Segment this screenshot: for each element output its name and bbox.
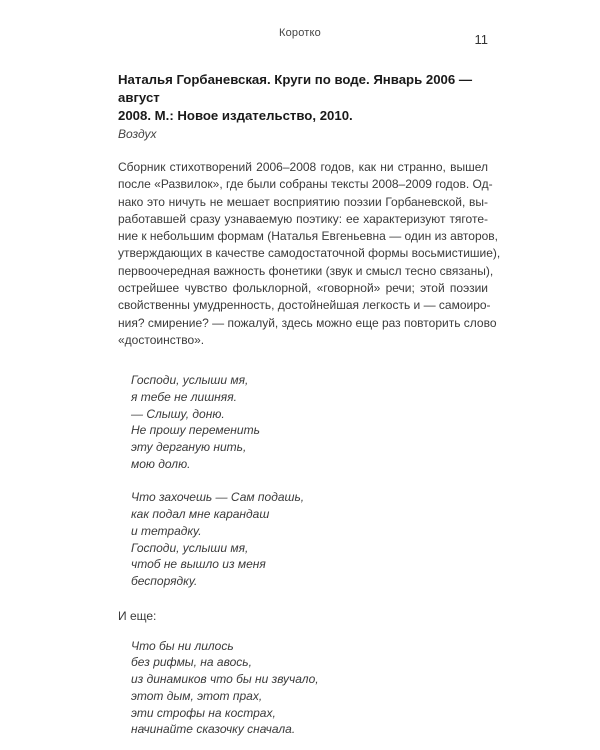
poem-stanza [118, 372, 488, 472]
review-title-line: Наталья Горбаневская. Круги по воде. Январь 2006 — август [118, 72, 473, 105]
reviewer-section-label: Воздух [118, 127, 157, 141]
paragraph-line: свойственны умудренность, достойнейшая легкость и — самоиро- [118, 298, 491, 313]
article [118, 71, 501, 738]
running-head: Коротко [278, 27, 321, 39]
poem-line: как подал мне карандаш [131, 507, 270, 522]
paragraph-line: нако это ничуть не мешает восприятию поэзии Горбаневской, вы- [118, 194, 488, 209]
poem-line: Что бы ни лилось [131, 638, 234, 653]
poem-line: Господи, услыши мя, [131, 373, 249, 388]
poem-line: эти строфы на кострах, [131, 705, 276, 720]
poem-line: начинайте сказочку сначала. [131, 722, 296, 737]
poem-line: Не прошу переменить [131, 423, 260, 438]
paragraph-line: первоочередная важность фонетики (звук и смысл тесно связаны), [118, 263, 494, 278]
paragraph-line: работавшей сразу узнаваемую поэтику: ее характеризуют тяготе- [118, 211, 488, 226]
paragraph-line: утверждающих в качестве самодостаточной формы восьмистишие), [118, 246, 501, 261]
paragraph-line: Сборник стихотворений 2006–2008 годов, как ни странно, вышел [118, 160, 488, 174]
poem-line: беспорядку. [131, 574, 198, 588]
poem-stanza [118, 638, 488, 738]
poem-stanza [118, 489, 488, 589]
poem-line: и тетрадку. [131, 523, 202, 538]
poem-line: эту дерганую нить, [131, 440, 247, 455]
poem-line: без рифмы, на авось, [131, 655, 252, 670]
poem-line: — Слышу, доню. [131, 406, 225, 421]
poem-line: из динамиков что бы ни звучало, [131, 672, 319, 687]
paragraph-line: острейшее чувство фольклорной, «говорной» речи; этой поэзии [118, 281, 488, 296]
review-title [118, 71, 488, 125]
poem-line: я тебе не лишняя. [131, 389, 237, 404]
page-number: 11 [474, 32, 488, 47]
review-title-line: 2008. М.: Новое издательство, 2010. [118, 108, 353, 123]
connector-text: И еще: [118, 608, 157, 623]
poem-line: этот дым, этот прах, [131, 688, 263, 703]
paragraph-line: ния? смирение? — пожалуй, здесь можно еще раз повторить слово [118, 315, 497, 330]
paragraph-line: «достоинство». [118, 332, 205, 347]
poem-line: Что захочешь — Сам подашь, [131, 490, 305, 505]
poem-line: чтоб не вышло из меня [131, 557, 266, 572]
paragraph-line: ние к небольшим формам (Наталья Евгеньевна — один из авторов, [118, 229, 499, 244]
poem-line: мою долю. [131, 456, 191, 471]
review-paragraph [118, 159, 501, 349]
poem-line: Господи, услыши мя, [131, 540, 249, 555]
paragraph-line: после «Развилок», где были собраны тексты 2008–2009 годов. Од- [118, 177, 493, 192]
